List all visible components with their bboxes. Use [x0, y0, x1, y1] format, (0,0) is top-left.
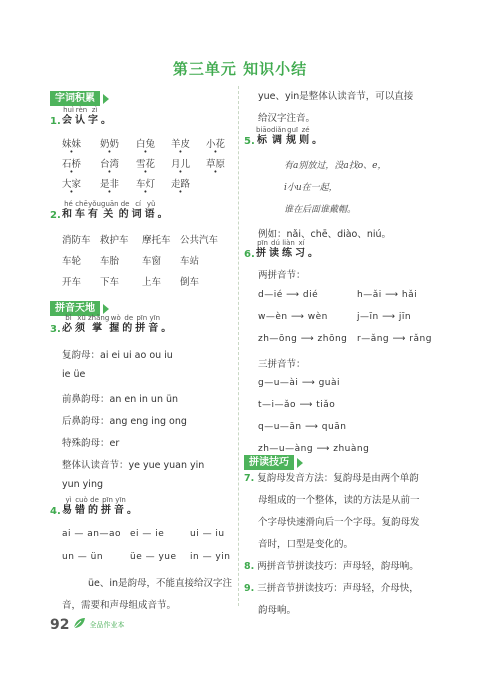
q1-heading [50, 106, 114, 127]
q1-char: zì 字 [88, 106, 101, 126]
q4-char: de 的 [88, 496, 101, 516]
word: 羊皮 [171, 139, 191, 150]
q3-char: de 的 [122, 314, 136, 334]
q2-heading [50, 200, 171, 221]
q3-char: wò 握 [109, 314, 123, 334]
q3-line: 复韵母：ai ei ui ao ou iu [62, 350, 173, 361]
q5-number: 5. [244, 136, 255, 147]
q4-pair: un — ün [62, 552, 104, 562]
q4-number: 4. [50, 506, 61, 517]
spell-item: h—ǎi ⟶ hǎi [357, 290, 418, 300]
word: 消防车 [62, 235, 91, 246]
q6-char: dú 读 [269, 239, 282, 259]
q3-line: yun ying [62, 479, 103, 490]
q3-line: 整体认读音节：ye yue yuan yin [62, 460, 205, 471]
word: 摩托车 [142, 235, 171, 246]
q1-word-grid [62, 136, 237, 206]
tip-7: 7. 复韵母发音方法：复韵母是由两个单韵 [244, 473, 419, 484]
rule-rhyme: i小u在一起， [284, 183, 338, 193]
rule-rhyme: 有a别放过，没a找o、e， [284, 161, 387, 171]
spell-item: d—ié ⟶ dié [258, 290, 319, 300]
spell-item: q—u—ān ⟶ quān [258, 422, 347, 432]
two-syllable-label: 两拼音节： [258, 270, 306, 281]
spell-item: t—i—ǎo ⟶ tiǎo [258, 400, 336, 410]
q4-char: yì 易 [62, 496, 75, 516]
section-tag-pinyin [50, 296, 100, 316]
section-label: 字词积累 [50, 91, 100, 106]
word: 开车 [62, 277, 82, 288]
leaf-logo-icon [72, 615, 86, 634]
word: 大家 [62, 179, 82, 190]
brand-name: 全品作业本 [89, 620, 125, 629]
word: 妹妹 [62, 139, 82, 150]
word: 车轮 [62, 256, 82, 267]
q3-heading [50, 314, 174, 335]
word: 车胎 [100, 256, 120, 267]
word: 上车 [142, 277, 162, 288]
q5-char: zé 则 [299, 126, 313, 146]
q4-pair: ai — an—ao [62, 529, 121, 539]
word: 台湾 [100, 159, 120, 170]
spell-item: g—u—ài ⟶ guài [258, 378, 341, 388]
q3-char: bì 必 [62, 314, 75, 334]
q4-note: 音，需要和声母组成音节。 [62, 600, 177, 611]
q5-char: guī 规 [286, 126, 300, 146]
section-label: 拼读技巧 [244, 455, 294, 470]
q3-char: xū 须 [75, 314, 88, 334]
q3-char: yīn 音 [148, 314, 162, 334]
word: 倒车 [180, 277, 200, 288]
q4-char: pīn 拼 [101, 496, 114, 516]
tip-line: 个字母快速滑向后一个字母。复韵母发 [258, 517, 420, 528]
word: 草原 [206, 159, 226, 170]
q2-char: cí 词 [131, 200, 145, 220]
q2-char: 。 [157, 209, 171, 220]
q4-char: 。 [127, 505, 140, 516]
q2-char: hé 和 [62, 200, 75, 220]
page-number: 92 [50, 616, 70, 633]
q4-char: cuò 错 [75, 496, 88, 516]
q6-number: 6. [244, 249, 255, 260]
word: 救护车 [100, 235, 129, 246]
q3-line: 后鼻韵母：ang eng ing ong [62, 416, 187, 427]
q6-char: pīn 拼 [256, 239, 269, 259]
q2-char: yǒu 有 [88, 200, 101, 220]
word: 白兔 [136, 139, 156, 150]
word: 走路 [171, 179, 191, 190]
section-tag-zici [50, 86, 100, 106]
q5-char: diǎn 调 [270, 126, 287, 146]
tip-line: 母组成的一个整体，读的方法是从前一 [258, 495, 420, 506]
q2-char: yǔ 语 [144, 200, 158, 220]
tip-9: 9. 三拼音节拼读技巧：声母轻，介母快， [244, 583, 419, 594]
page-title: 第三单元 知识小结 [172, 60, 308, 78]
q5-heading [244, 126, 325, 147]
word: 公共汽车 [180, 235, 219, 246]
q4-note: üe、in是韵母，不能直接给汉字注 [88, 578, 233, 589]
q3-line: ie üe [62, 369, 86, 380]
q4-heading [50, 496, 140, 517]
continued-text: 给汉字注音。 [258, 113, 316, 124]
tip-line: 音时，口型是变化的。 [258, 539, 354, 550]
q5-example: 例如：nǎi、chē、diào、niú。 [258, 229, 392, 240]
q4-char: yīn 音 [114, 496, 127, 516]
q3-number: 3. [50, 324, 61, 335]
spell-item: zh—u—àng ⟶ zhuàng [258, 444, 370, 454]
spell-item: w—èn ⟶ wèn [258, 312, 328, 322]
q2-char: guān 关 [101, 200, 119, 220]
section-tag-pindu [244, 450, 294, 470]
column-divider [238, 86, 239, 606]
word: 奶奶 [100, 139, 120, 150]
word: 石桥 [62, 159, 82, 170]
q4-pair: in — yin [190, 552, 231, 562]
q3-line: 特殊韵母：er [62, 438, 120, 449]
q4-pair: ei — ie [130, 529, 165, 539]
tip-8: 8. 两拼音节拼读技巧：声母轻，韵母响。 [244, 561, 419, 572]
q2-char: chē 车 [75, 200, 88, 220]
spell-item: r—ǎng ⟶ rǎng [357, 334, 432, 344]
word: 车站 [180, 256, 200, 267]
word: 小花 [206, 139, 226, 150]
q3-line: 前鼻韵母：an en in un ün [62, 394, 179, 405]
word: 车窗 [142, 256, 162, 267]
q5-char: biāo 标 [256, 126, 271, 146]
spell-item: zh—ōng ⟶ zhōng [258, 334, 348, 344]
word: 下车 [100, 277, 120, 288]
word: 车灯 [136, 179, 156, 190]
q4-pair: ui — iu [190, 529, 225, 539]
q6-char: liàn 练 [282, 239, 295, 259]
q2-number: 2. [50, 210, 61, 221]
three-syllable-label: 三拼音节： [258, 359, 306, 370]
section-label: 拼音天地 [50, 301, 100, 316]
q2-word-grid [62, 232, 237, 297]
q1-char: 。 [101, 115, 114, 126]
q6-char: xí 习 [295, 239, 308, 259]
q2-char: de 的 [118, 200, 132, 220]
q3-char: 。 [161, 323, 175, 334]
footer [50, 615, 124, 634]
word: 是非 [100, 179, 120, 190]
q3-char: zhǎng 掌 [88, 314, 110, 334]
q6-heading [244, 239, 321, 260]
continued-text: yue、yin是整体认读音节，可以直接 [258, 91, 414, 102]
q4-pair: üe — yue [130, 552, 177, 562]
q5-char: 。 [312, 135, 326, 146]
q1-char: huì 会 [62, 106, 75, 126]
q1-number: 1. [50, 116, 61, 127]
q6-char: 。 [308, 248, 321, 259]
q1-char: rèn 认 [75, 106, 88, 126]
q3-char: pīn 拼 [135, 314, 149, 334]
tip-line: 韵母响。 [258, 605, 297, 616]
spell-item: j—īn ⟶ jīn [357, 312, 412, 322]
rule-rhyme: 谁在后面谁戴帽。 [284, 205, 357, 215]
word: 雪花 [136, 159, 156, 170]
word: 月儿 [171, 159, 191, 170]
